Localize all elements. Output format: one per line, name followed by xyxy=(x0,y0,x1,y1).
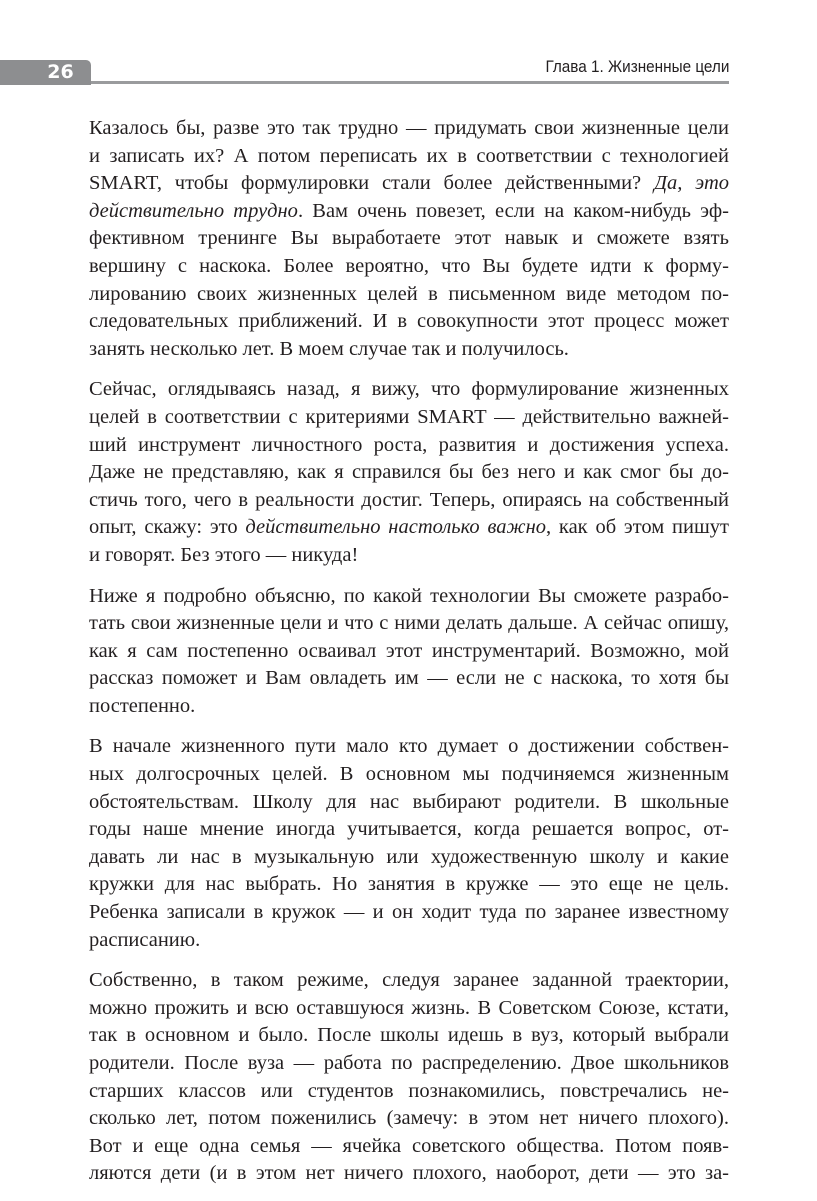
text-line xyxy=(89,927,729,955)
text-line xyxy=(89,995,729,1023)
paragraph xyxy=(89,967,729,1188)
text-segment: кружки для нас выбрать. Но занятия в кружке — это еще не цель. xyxy=(89,873,729,896)
text-line xyxy=(89,459,729,487)
paragraph xyxy=(89,115,729,363)
text-line xyxy=(89,733,729,761)
text-line xyxy=(89,638,729,666)
text-line xyxy=(89,115,729,143)
text-segment: Сейчас, оглядываясь назад, я вижу, что формулирование жизненных xyxy=(89,378,729,401)
running-title: Глава 1. Жизненные цели xyxy=(545,57,729,76)
text-segment: . Вам очень повезет, если на каком-нибудь эф- xyxy=(297,199,730,222)
text-segment: Ниже я подробно объясню, по какой технологии Вы сможете разрабо- xyxy=(89,584,729,607)
text-segment: , как об этом пишут xyxy=(546,516,729,539)
text-line xyxy=(89,336,729,364)
text-segment: ных долгосрочных целей. В основном мы подчиняемся жизненным xyxy=(89,763,729,786)
text-segment: стичь того, чего в реальности достиг. Теперь, опираясь на собственный xyxy=(89,488,729,511)
text-segment: фективном тренинге Вы выработаете этот навык и сможете взять xyxy=(89,227,729,250)
text-line xyxy=(89,542,729,570)
text-line xyxy=(89,789,729,817)
text-segment: ший инструмент личностного роста, развития и достижения успеха. xyxy=(89,433,729,456)
text-segment: Казалось бы, разве это так трудно — придумать свои жизненные цели xyxy=(89,117,729,139)
text-line xyxy=(89,583,729,611)
text-line xyxy=(89,253,729,281)
text-line xyxy=(89,665,729,693)
text-line xyxy=(89,1133,729,1161)
text-line xyxy=(89,432,729,460)
text-segment: опыт, скажу: это xyxy=(89,516,246,539)
text-segment: как я сам постепенно осваивал этот инструментарий. Возможно, мой xyxy=(89,639,729,662)
text-segment: рассказ поможет и Вам овладеть им — если не с наскока, то хотя бы xyxy=(89,667,729,690)
text-segment: давать ли нас в музыкальную или художественную школу и какие xyxy=(89,845,729,868)
text-line xyxy=(89,761,729,789)
text-segment: обстоятельствам. Школу для нас выбирают родители. В школьные xyxy=(89,790,729,813)
text-segment: Вот и еще одна семья — ячейка советского общества. Потом появ- xyxy=(89,1134,729,1157)
text-line xyxy=(89,170,729,198)
text-segment: вершину с наскока. Более вероятно, что Вы будете идти к форму- xyxy=(89,254,729,277)
text-segment: Даже не представляю, как я справился бы без него и как смог бы до- xyxy=(89,461,729,484)
text-segment: старших классов или студентов познакомились, повстречались не- xyxy=(89,1079,729,1102)
text-line xyxy=(89,1022,729,1050)
text-line xyxy=(89,1105,729,1133)
text-line xyxy=(89,610,729,638)
text-segment: родители. После вуза — работа по распределению. Двое школьников xyxy=(89,1052,729,1074)
text-line xyxy=(89,225,729,253)
text-line xyxy=(89,1050,729,1078)
text-line xyxy=(89,281,729,309)
paragraph xyxy=(89,733,729,954)
italic-text: Да, это xyxy=(653,172,729,195)
italic-text: действительно настолько важно xyxy=(245,516,546,539)
text-segment: лированию своих жизненных целей в письменном виде методом по- xyxy=(89,282,729,305)
text-segment: ляются дети (и в этом нет ничего плохого, наоборот, дети — это за- xyxy=(89,1162,729,1185)
text-line xyxy=(89,967,729,995)
header-rule xyxy=(91,81,729,84)
text-line xyxy=(89,899,729,927)
page-number: 26 xyxy=(47,61,74,83)
text-segment: тать свои жизненные цели и что с ними делать дальше. А сейчас опишу, xyxy=(89,612,729,635)
text-line xyxy=(89,308,729,336)
text-line xyxy=(89,693,729,721)
text-segment: постепенно. xyxy=(89,694,196,717)
text-segment: расписанию. xyxy=(89,928,201,951)
text-segment: и говорят. Без этого — никуда! xyxy=(89,543,359,566)
text-segment: Собственно, в таком режиме, следуя заранее заданной траектории, xyxy=(89,969,729,992)
text-line xyxy=(89,1078,729,1106)
paragraph xyxy=(89,376,729,569)
text-segment: Ребенка записали в кружок — и он ходит туда по заранее известному xyxy=(89,901,729,924)
text-segment: сколько лет, потом поженились (замечу: в этом нет ничего плохого). xyxy=(89,1107,729,1130)
text-line xyxy=(89,143,729,171)
paragraph xyxy=(89,583,729,721)
text-segment: В начале жизненного пути мало кто думает о достижении собствен- xyxy=(89,735,729,758)
text-segment: следовательных приближений. И в совокупности этот процесс может xyxy=(89,310,729,333)
text-line xyxy=(89,844,729,872)
page-body xyxy=(89,115,729,1201)
text-line xyxy=(89,816,729,844)
italic-text: действительно трудно xyxy=(89,199,298,222)
text-segment: занять несколько лет. В моем случае так и получилось. xyxy=(89,337,569,360)
text-line xyxy=(89,376,729,404)
text-segment: и записать их? А потом переписать их в соответствии с технологией xyxy=(89,144,729,167)
text-segment: так в основном и было. После школы идешь в вуз, который выбрали xyxy=(89,1024,729,1047)
text-line xyxy=(89,404,729,432)
text-segment: можно прожить и всю оставшуюся жизнь. В Советском Союзе, кстати, xyxy=(89,996,729,1019)
text-line xyxy=(89,514,729,542)
text-line xyxy=(89,1160,729,1188)
text-line xyxy=(89,487,729,515)
text-line xyxy=(89,871,729,899)
text-segment: SMART, чтобы формулировки стали более действенными? xyxy=(89,172,654,195)
text-line xyxy=(89,198,729,226)
text-segment: годы наше мнение иногда учитывается, когда решается вопрос, от- xyxy=(89,818,729,841)
text-segment: целей в соответствии с критериями SMART — действительно важней- xyxy=(89,405,729,428)
